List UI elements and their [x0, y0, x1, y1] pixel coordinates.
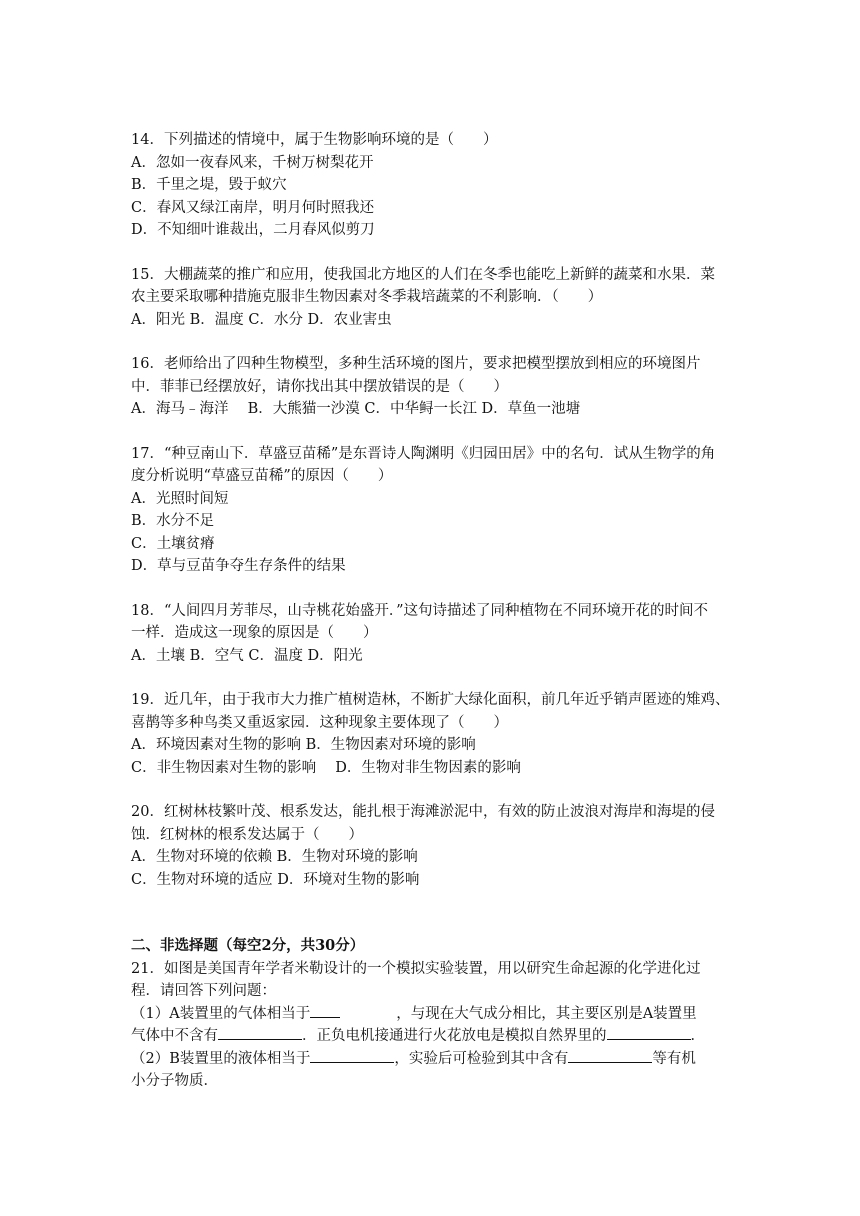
- question-stem: 18．“人间四月芳菲尽，山寺桃花始盛开．”这句诗描述了同种植物在不同环境开花的时间不: [131, 602, 709, 619]
- option-c: C．春风又绿江南岸，明月何时照我还: [131, 199, 375, 216]
- question-16: [131, 353, 731, 421]
- spacer: [131, 578, 731, 600]
- blank-space: [340, 1004, 396, 1018]
- sub-question-2-cont: 小分子物质．: [131, 1073, 218, 1089]
- option-a: A．忽如一夜春风来，千树万树梨花开: [131, 154, 374, 171]
- spacer: [131, 242, 731, 264]
- question-stem: 喜鹊等多种鸟类又重返家园．这种现象主要体现了（ ）: [131, 714, 508, 731]
- question-stem: 20．红树林枝繁叶茂、根系发达，能扎根于海滩淤泥中，有效的防止波浪对海岸和海堤的侵: [131, 804, 715, 820]
- question-stem: 度分析说明“草盛豆苗稀”的原因（ ）: [131, 468, 393, 484]
- spacer: [131, 779, 731, 801]
- options-row: A．阳光 B．温度 C．水分 D．农业害虫: [131, 311, 392, 328]
- question-stem: 一样．造成这一现象的原因是（ ）: [131, 625, 378, 641]
- options-row: C．生物对环境的适应 D．环境对生物的影响: [131, 871, 420, 888]
- text: （2）B装置里的液体相当于: [131, 1050, 311, 1067]
- spacer: [131, 891, 731, 935]
- sub-question-1-cont: [131, 1025, 731, 1048]
- question-21: [131, 958, 731, 1093]
- options-row: C．非生物因素对生物的影响 D．生物对非生物因素的影响: [131, 759, 521, 776]
- option-d: D．草与豆苗争夺生存条件的结果: [131, 558, 346, 574]
- spacer: [131, 331, 731, 353]
- page-content: [131, 129, 731, 1093]
- sub-question-2: [131, 1048, 731, 1071]
- answer-blank[interactable]: [568, 1048, 652, 1063]
- question-stem: 21．如图是美国青年学者米勒设计的一个模拟实验装置，用以研究生命起源的化学进化过: [131, 960, 701, 977]
- options-row: A．土壤 B．空气 C．温度 D．阳光: [131, 647, 363, 664]
- text: （1）A装置里的气体相当于: [131, 1005, 311, 1022]
- answer-blank[interactable]: [218, 1025, 302, 1040]
- answer-blank[interactable]: [607, 1025, 691, 1040]
- spacer: [131, 667, 731, 689]
- option-d: D．不知细叶谁裁出，二月春风似剪刀: [131, 222, 375, 238]
- question-stem: 15．大棚蔬菜的推广和应用，使我国北方地区的人们在冬季也能吃上新鲜的蔬菜和水果．菜: [131, 266, 715, 283]
- question-18: [131, 600, 731, 668]
- option-a: A．光照时间短: [131, 490, 229, 507]
- spacer: [131, 421, 731, 443]
- options-row: A．环境因素对生物的影响 B．生物因素对环境的影响: [131, 737, 476, 753]
- question-stem: 14．下列描述的情境中，属于生物影响环境的是（ ）: [131, 132, 498, 148]
- option-b: B．千里之堤，毁于蚁穴: [131, 177, 287, 193]
- question-stem: 程．请回答下列问题：: [131, 983, 276, 999]
- question-stem: 17．“种豆南山下．草盛豆苗稀”是东晋诗人陶渊明《归园田居》中的名句．试从生物学的角: [131, 445, 716, 462]
- answer-blank[interactable]: [310, 1003, 340, 1018]
- question-stem: 中．菲菲已经摆放好，请你找出其中摆放错误的是（ ）: [131, 378, 508, 395]
- question-15: [131, 264, 731, 332]
- text: ，与现在大气成分相比，其主要区别是A装置里: [396, 1005, 697, 1022]
- options-row: A．生物对环境的依赖 B．生物对环境的影响: [131, 849, 418, 865]
- text: 等有机: [652, 1050, 696, 1067]
- question-19: [131, 689, 731, 779]
- sub-question-1: [131, 1003, 731, 1026]
- option-c: C．土壤贫瘠: [131, 535, 215, 552]
- text: 气体中不含有: [131, 1028, 218, 1044]
- text: ．正负电机接通进行火花放电是模拟自然界里的: [302, 1028, 607, 1044]
- options-row: A．海马﹣海洋 B．大熊猫一沙漠 C．中华鲟一长江 D．草鱼一池塘: [131, 401, 581, 417]
- question-stem: 蚀．红树林的根系发达属于（ ）: [131, 826, 363, 843]
- text: ．: [690, 1028, 705, 1044]
- question-stem: 16．老师给出了四种生物模型，多种生活环境的图片，要求把模型摆放到相应的环境图片: [131, 356, 701, 372]
- answer-blank[interactable]: [310, 1048, 394, 1063]
- question-stem: 19．近几年，由于我市大力推广植树造林，不断扩大绿化面积，前几年近乎销声匿迹的雉鸡、: [131, 692, 730, 708]
- option-b: B．水分不足: [131, 513, 215, 529]
- question-stem: 农主要采取哪种措施克服非生物因素对冬季栽培蔬菜的不利影响．（ ）: [131, 289, 603, 305]
- question-14: [131, 129, 731, 242]
- section-title: 二、非选择题（每空2分，共30分）: [131, 937, 365, 954]
- text: ，实验后可检验到其中含有: [394, 1050, 569, 1067]
- question-20: [131, 801, 731, 891]
- question-17: [131, 443, 731, 578]
